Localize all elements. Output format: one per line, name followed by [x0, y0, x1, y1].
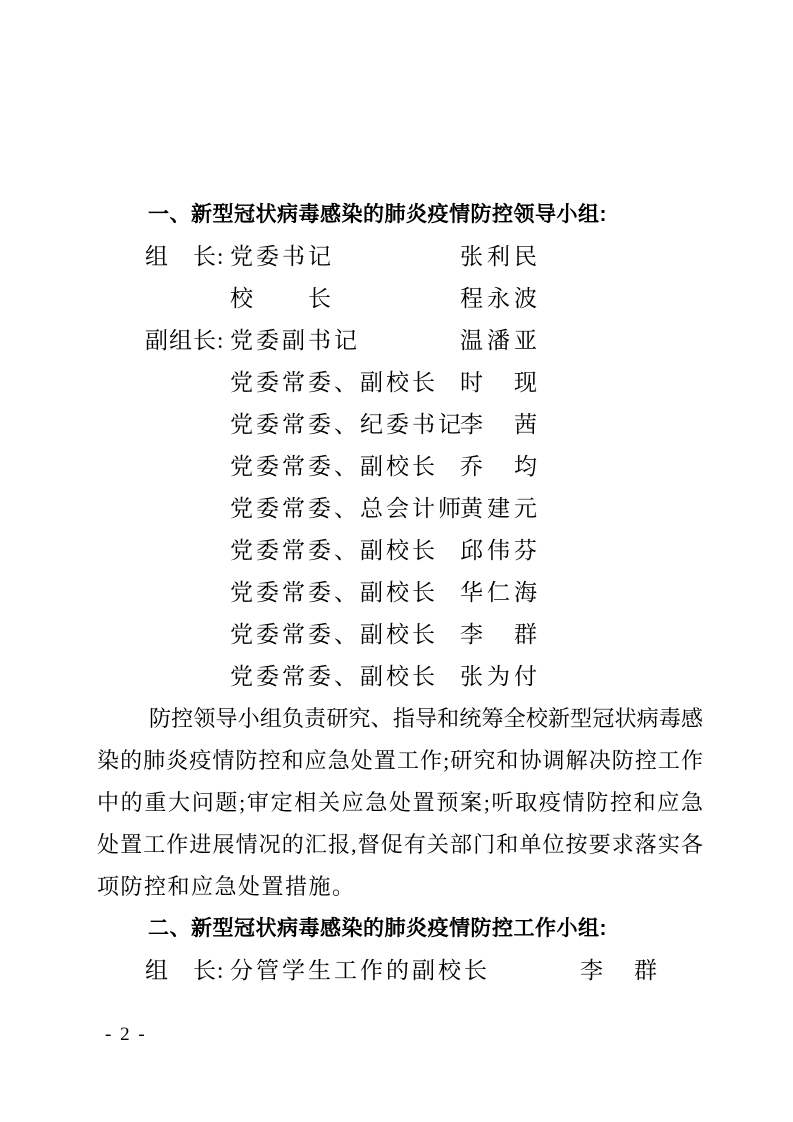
roster-role	[145, 446, 230, 488]
roster-title: 党委常委、副校长	[230, 454, 438, 479]
roster-role	[145, 530, 230, 572]
roster-title: 党委常委、纪委书记	[230, 412, 464, 437]
roster-role	[145, 362, 230, 404]
roster-title: 党委常委、总会计师	[230, 496, 464, 521]
roster-row	[97, 362, 703, 404]
roster-title: 党委副书记	[230, 328, 360, 353]
body-paragraph-line: 处置工作进展情况的汇报,督促有关部门和单位按要求落实各	[97, 832, 703, 857]
roster-title: 党委书记	[230, 244, 334, 269]
roster-name: 李 茜	[460, 412, 541, 437]
roster-role: 组 长:	[145, 958, 225, 983]
body-paragraph-line: 项防控和应急处置措施。	[97, 874, 356, 899]
roster-role	[145, 614, 230, 656]
roster-name: 温潘亚	[460, 328, 541, 353]
roster-name: 华仁海	[460, 580, 541, 605]
page-number: - 2 -	[105, 1024, 147, 1045]
roster-name: 邱伟芬	[460, 538, 541, 563]
roster-name: 李 群	[460, 622, 541, 647]
roster-row	[97, 404, 703, 446]
roster-row	[97, 950, 703, 992]
section2-heading: 二、新型冠状病毒感染的肺炎疫情防控工作小组:	[148, 917, 607, 940]
body-paragraph-line: 防控领导小组负责研究、指导和统筹全校新型冠状病毒感	[149, 706, 703, 731]
roster-row	[97, 614, 703, 656]
body-paragraph-line: 染的肺炎疫情防控和应急处置工作;研究和协调解决防控工作	[97, 748, 703, 773]
roster-name: 时 现	[460, 370, 541, 395]
roster-role	[145, 656, 230, 698]
roster-name: 李 群	[580, 958, 661, 983]
page-footer	[105, 1022, 147, 1048]
roster-name: 程永波	[460, 286, 541, 311]
roster-title: 党委常委、副校长	[230, 580, 438, 605]
roster-row	[97, 236, 703, 278]
roster-role	[145, 572, 230, 614]
roster-row	[97, 278, 703, 320]
roster-role	[145, 278, 230, 320]
roster-title: 党委常委、副校长	[230, 664, 438, 689]
roster-role	[145, 488, 230, 530]
roster-row	[97, 530, 703, 572]
roster-role	[145, 404, 230, 446]
roster-title: 校 长	[230, 286, 334, 311]
roster-row	[97, 446, 703, 488]
roster-row	[97, 656, 703, 698]
roster-title: 党委常委、副校长	[230, 622, 438, 647]
roster-row	[97, 572, 703, 614]
roster-title: 党委常委、副校长	[230, 538, 438, 563]
roster-name: 黄建元	[460, 496, 541, 521]
section1-heading: 一、新型冠状病毒感染的肺炎疫情防控领导小组:	[148, 203, 607, 226]
roster-row	[97, 488, 703, 530]
roster-title: 党委常委、副校长	[230, 370, 438, 395]
body-paragraph-line: 中的重大问题;审定相关应急处置预案;听取疫情防控和应急	[97, 790, 703, 815]
roster-role: 副组长:	[145, 328, 225, 353]
roster-name: 张利民	[460, 244, 541, 269]
roster-title: 分管学生工作的副校长	[230, 958, 490, 983]
roster-name: 乔 均	[460, 454, 541, 479]
roster-row	[97, 320, 703, 362]
roster-role: 组 长:	[145, 244, 225, 269]
document-body	[97, 194, 703, 992]
roster-name: 张为付	[460, 664, 541, 689]
